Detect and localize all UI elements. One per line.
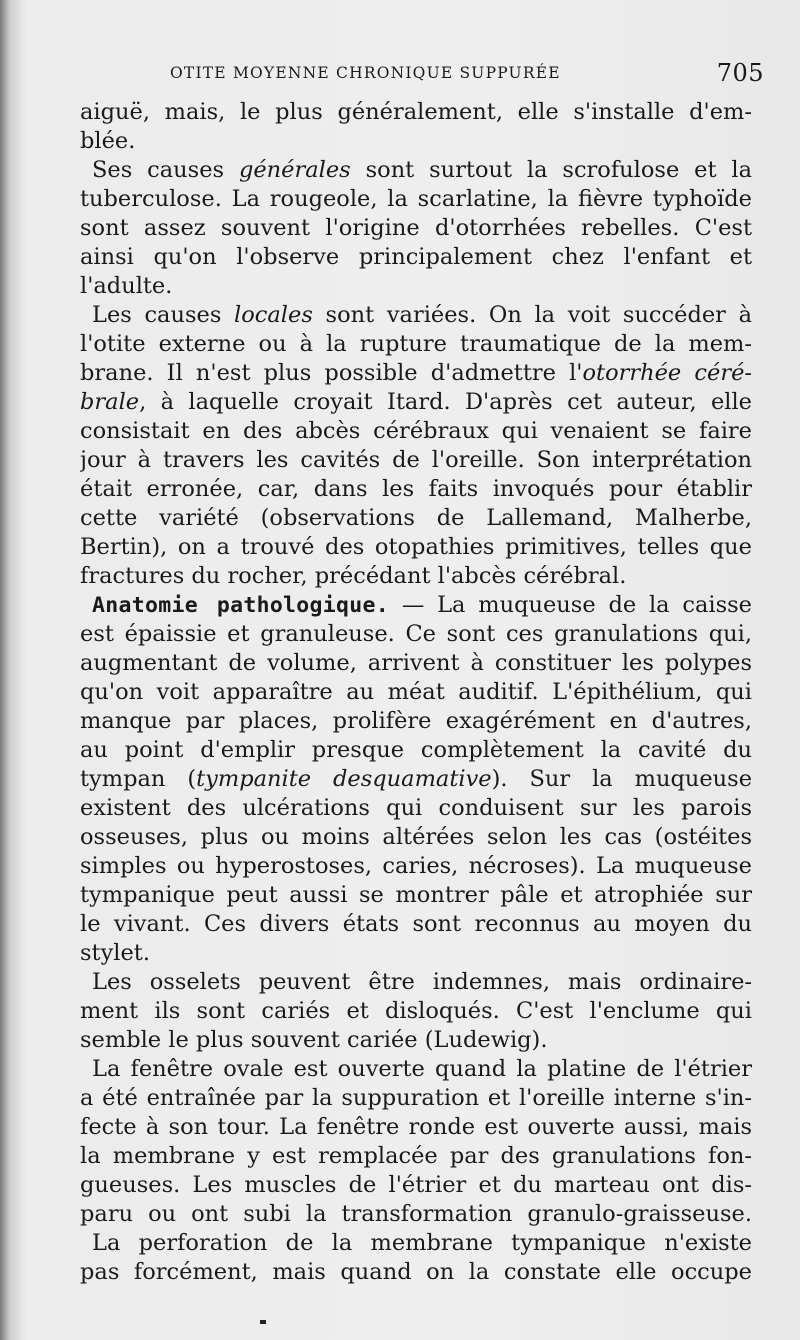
page-number: 705 <box>716 59 764 87</box>
text-line: aiguë, mais, le plus généralement, elle s'installe d'em- <box>80 99 752 125</box>
text-line: La fenêtre ovale est ouverte quand la platine de l'étrier <box>92 1056 752 1082</box>
text-line: consistait en des abcès cérébraux qui venaient se faire <box>80 418 752 444</box>
text-line: simples ou hyperostoses, caries, nécroses). La muqueuse <box>80 853 752 879</box>
text-line: au point d'emplir presque complètement la cavité du <box>80 737 752 763</box>
text-line: Les causes locales sont variées. On la voit succéder à <box>92 302 752 328</box>
text-line: semble le plus souvent cariée (Ludewig). <box>80 1027 548 1053</box>
section-heading: Anatomie pathologique. <box>92 593 390 618</box>
text-line: stylet. <box>80 940 151 966</box>
print-mark <box>260 1320 266 1324</box>
text-line: augmentant de volume, arrivent à constituer les polypes <box>80 650 752 676</box>
text-line: La perforation de la membrane tympanique n'existe <box>92 1230 752 1256</box>
text-line: Les osselets peuvent être indemnes, mais ordinaire- <box>92 969 752 995</box>
italic-term: brale <box>80 389 140 415</box>
text-line: qu'on voit apparaître au méat auditif. L'épithélium, qui <box>80 679 752 705</box>
text-line: tympanique peut aussi se montrer pâle et atrophiée sur <box>80 882 752 908</box>
text-line: Bertin), on a trouvé des otopathies primitives, telles que <box>80 534 752 560</box>
italic-term: otorrhée céré- <box>582 360 752 386</box>
text-line: manque par places, prolifère exagérément en d'autres, <box>80 708 752 734</box>
italic-term: tympanite desquamative <box>196 766 492 792</box>
text-line: fecte à son tour. La fenêtre ronde est ouverte aussi, mais <box>80 1114 752 1140</box>
text-line: l'otite externe ou à la rupture traumatique de la mem- <box>80 331 752 357</box>
text-line: ment ils sont cariés et disloqués. C'est l'enclume qui <box>80 998 752 1024</box>
text-line: gueuses. Les muscles de l'étrier et du marteau ont dis- <box>80 1172 752 1198</box>
text-line: sont assez souvent l'origine d'otorrhées rebelles. C'est <box>80 215 752 241</box>
text-line: ainsi qu'on l'observe principalement chez l'enfant et <box>80 244 752 270</box>
text-line: tuberculose. La rougeole, la scarlatine, la fièvre typhoïde <box>80 186 752 212</box>
text-line: la membrane y est remplacée par des granulations fon- <box>80 1143 752 1169</box>
text-line: a été entraînée par la suppuration et l'oreille interne s'in- <box>80 1085 752 1111</box>
text-line: pas forcément, mais quand on la constate elle occupe <box>80 1259 752 1285</box>
italic-term: générales <box>238 157 351 183</box>
text-line: était erronée, car, dans les faits invoqués pour établir <box>80 476 752 502</box>
page-header <box>170 60 770 86</box>
text-line: jour à travers les cavités de l'oreille. Son interprétation <box>80 447 752 473</box>
text-line: existent des ulcérations qui conduisent sur les parois <box>80 795 752 821</box>
running-title: OTITE MOYENNE CHRONIQUE SUPPURÉE <box>170 64 561 82</box>
body-text <box>80 98 752 1287</box>
text-line: brale, à laquelle croyait Itard. D'après cet auteur, elle <box>80 389 752 415</box>
text-line: le vivant. Ces divers états sont reconnus au moyen du <box>80 911 752 937</box>
text-line: blée. <box>80 128 136 154</box>
text-line: brane. Il n'est plus possible d'admettre l'otorrhée céré- <box>80 360 752 386</box>
text-line: paru ou ont subi la transformation granulo-graisseuse. <box>80 1201 752 1227</box>
text-line: Anatomie pathologique. — La muqueuse de la caisse <box>92 592 752 618</box>
text-line: osseuses, plus ou moins altérées selon les cas (ostéites <box>80 824 752 850</box>
italic-term: locales <box>234 302 313 328</box>
text-line: fractures du rocher, précédant l'abcès cérébral. <box>80 563 627 589</box>
text-line: l'adulte. <box>80 273 173 299</box>
text-line: tympan (tympanite desquamative). Sur la muqueuse <box>80 766 752 792</box>
text-line: est épaissie et granuleuse. Ce sont ces granulations qui, <box>80 621 752 647</box>
text-line: Ses causes générales sont surtout la scrofulose et la <box>92 157 752 183</box>
text-line: cette variété (observations de Lallemand, Malherbe, <box>80 505 752 531</box>
